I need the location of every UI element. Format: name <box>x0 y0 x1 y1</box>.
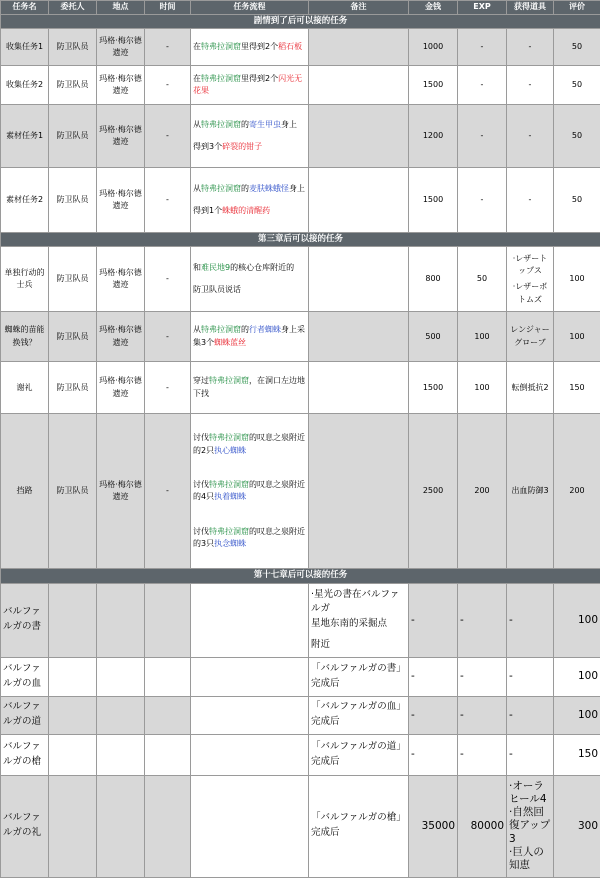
table-row <box>1 696 600 734</box>
item: - <box>507 583 554 657</box>
flow-segment: 里得到2个 <box>241 74 278 83</box>
client <box>49 734 97 775</box>
item <box>507 775 554 877</box>
table-row <box>1 414 600 569</box>
flow-segment: 麦肤蛛蛾怪 <box>249 184 289 193</box>
note-line: ·星光の書在バルファルガ <box>311 588 406 617</box>
item-line: ·オーラヒール4 <box>509 780 551 806</box>
item: - <box>507 29 554 66</box>
flow-segment: 身上 <box>281 120 297 129</box>
table-row <box>1 362 600 414</box>
exp: 50 <box>458 247 507 312</box>
client <box>49 775 97 877</box>
col-header: 评价 <box>554 1 600 15</box>
quest-name: 收集任务1 <box>1 29 49 66</box>
note <box>309 414 409 569</box>
flow-segment: 行者蜘蛛 <box>249 325 281 334</box>
time <box>145 734 191 775</box>
location <box>97 696 145 734</box>
flow-segment: 特弗拉洞窟 <box>201 325 241 334</box>
money: - <box>409 696 458 734</box>
note: 「バルファルガの血」完成后 <box>309 696 409 734</box>
client: 防卫队员 <box>49 362 97 414</box>
table-row <box>1 312 600 362</box>
flow-segment: 在 <box>193 42 201 51</box>
flow-segment: 闪光无花果 <box>193 74 302 95</box>
flow-segment: 特弗拉洞窟 <box>209 376 249 385</box>
quest-name: 谢礼 <box>1 362 49 414</box>
score: 100 <box>554 583 600 657</box>
score: 50 <box>554 105 600 168</box>
flow-segment: 讨伐 <box>193 527 209 536</box>
note <box>309 29 409 66</box>
flow-line <box>193 205 306 217</box>
time: - <box>145 247 191 312</box>
item <box>507 247 554 312</box>
location: 玛格·梅尔德遗迹 <box>97 29 145 66</box>
col-header: 备注 <box>309 1 409 15</box>
score: 50 <box>554 66 600 105</box>
quest-name: 素材任务2 <box>1 168 49 233</box>
flow-segment: 里得到2个 <box>241 42 278 51</box>
item-line: ·レザーボトムズ <box>509 281 551 306</box>
col-header: 任务流程 <box>191 1 309 15</box>
flow-segment: 特弗拉洞窟 <box>201 42 241 51</box>
location: 玛格·梅尔德遗迹 <box>97 105 145 168</box>
quest-name: 蜘蛛的苗能换钱？ <box>1 312 49 362</box>
col-header: EXP <box>458 1 507 15</box>
flow-segment: 蛛蛾的清醒药 <box>222 206 270 215</box>
exp: 100 <box>458 362 507 414</box>
money: 1500 <box>409 168 458 233</box>
quest-name: 收集任务2 <box>1 66 49 105</box>
time: - <box>145 312 191 362</box>
client: 防卫队员 <box>49 66 97 105</box>
score: 150 <box>554 734 600 775</box>
quest-name: バルファルガの道 <box>1 696 49 734</box>
note <box>309 362 409 414</box>
quest-flow <box>191 66 309 105</box>
quest-name: 单独行动的士兵 <box>1 247 49 312</box>
time: - <box>145 29 191 66</box>
time: - <box>145 414 191 569</box>
exp: 200 <box>458 414 507 569</box>
flow-segment: 在 <box>193 74 201 83</box>
score: 150 <box>554 362 600 414</box>
score: 300 <box>554 775 600 877</box>
flow-segment: 蜘蛛蓝丝 <box>214 338 246 347</box>
client: 防卫队员 <box>49 29 97 66</box>
client <box>49 696 97 734</box>
time <box>145 657 191 696</box>
client: 防卫队员 <box>49 168 97 233</box>
note: 「バルファルガの道」完成后 <box>309 734 409 775</box>
flow-segment: 的 <box>241 120 249 129</box>
location: 玛格·梅尔德遗迹 <box>97 168 145 233</box>
quest-flow <box>191 362 309 414</box>
quest-flow <box>191 105 309 168</box>
flow-segment: 从 <box>193 120 201 129</box>
item: - <box>507 734 554 775</box>
location: 玛格·梅尔德遗迹 <box>97 312 145 362</box>
flow-line <box>193 479 306 504</box>
flow-segment: 讨伐 <box>193 433 209 442</box>
col-header: 地点 <box>97 1 145 15</box>
item-line: ·自然回復アップ3 <box>509 806 551 845</box>
location <box>97 775 145 877</box>
flow-segment: 特弗拉洞窟 <box>201 184 241 193</box>
quest-name: 挡路 <box>1 414 49 569</box>
flow-segment: 的 <box>241 325 249 334</box>
exp: - <box>458 696 507 734</box>
flow-line <box>193 141 306 153</box>
quest-flow <box>191 734 309 775</box>
flow-segment: 得到1个 <box>193 206 222 215</box>
time <box>145 775 191 877</box>
flow-segment: 执着蜘蛛 <box>214 492 246 501</box>
location: 玛格·梅尔德遗迹 <box>97 414 145 569</box>
money: 2500 <box>409 414 458 569</box>
flow-segment: 难民地9 <box>201 263 230 272</box>
time: - <box>145 362 191 414</box>
money: 1500 <box>409 66 458 105</box>
table-row <box>1 583 600 657</box>
item: レンジャーグローブ <box>507 312 554 362</box>
flow-segment: 的 <box>241 184 249 193</box>
location <box>97 657 145 696</box>
flow-segment: 特弗拉洞窟 <box>209 480 249 489</box>
location: 玛格·梅尔德遗迹 <box>97 247 145 312</box>
quest-name: バルファルガの血 <box>1 657 49 696</box>
money: - <box>409 734 458 775</box>
item: 転倒抵抗2 <box>507 362 554 414</box>
client: 防卫队员 <box>49 414 97 569</box>
quest-name: バルファルガの槍 <box>1 734 49 775</box>
quest-name: バルファルガの礼 <box>1 775 49 877</box>
quest-flow <box>191 247 309 312</box>
flow-segment: 防卫队员说话 <box>193 285 241 294</box>
table-row <box>1 734 600 775</box>
table-row <box>1 247 600 312</box>
flow-segment: 从 <box>193 325 201 334</box>
client: 防卫队员 <box>49 105 97 168</box>
flow-line <box>193 262 306 274</box>
section-header <box>1 15 600 29</box>
flow-segment: 得到3个 <box>193 142 222 151</box>
note-line: 星地东南的采掘点 <box>311 617 406 632</box>
col-header: 委托人 <box>49 1 97 15</box>
exp: 80000 <box>458 775 507 877</box>
flow-segment: 执心蜘蛛 <box>214 446 246 455</box>
item: - <box>507 168 554 233</box>
flow-line <box>193 119 306 131</box>
section-title: 第三章后可以接的任务 <box>1 233 600 247</box>
flow-segment: 执念蜘蛛 <box>214 539 246 548</box>
flow-segment: 寄生甲虫 <box>249 120 281 129</box>
table-row <box>1 657 600 696</box>
flow-segment: 特弗拉洞窟 <box>209 527 249 536</box>
table-row <box>1 66 600 105</box>
flow-segment: 的叹息之泉附近的2只 <box>193 433 305 454</box>
exp: - <box>458 583 507 657</box>
table-row <box>1 29 600 66</box>
flow-segment: 的叹息之泉附近的3只 <box>193 527 305 548</box>
flow-segment: 身上 <box>289 184 305 193</box>
money: 800 <box>409 247 458 312</box>
exp: 100 <box>458 312 507 362</box>
note <box>309 66 409 105</box>
quest-name: バルファルガの書 <box>1 583 49 657</box>
flow-line <box>193 183 306 195</box>
flow-segment: ，在洞口左边地下找 <box>193 376 305 397</box>
flow-segment: 碎裂的钳子 <box>222 142 262 151</box>
time <box>145 583 191 657</box>
quest-flow <box>191 312 309 362</box>
exp: - <box>458 657 507 696</box>
flow-segment: 特弗拉洞窟 <box>201 120 241 129</box>
location <box>97 583 145 657</box>
col-header: 金钱 <box>409 1 458 15</box>
flow-line <box>193 432 306 457</box>
exp: - <box>458 105 507 168</box>
money: - <box>409 583 458 657</box>
item: - <box>507 66 554 105</box>
client <box>49 583 97 657</box>
flow-segment: 和 <box>193 263 201 272</box>
client: 防卫队员 <box>49 247 97 312</box>
section-title: 第十七章后可以接的任务 <box>1 569 600 583</box>
score: 50 <box>554 168 600 233</box>
money: 1500 <box>409 362 458 414</box>
note <box>309 105 409 168</box>
flow-segment: 讨伐 <box>193 480 209 489</box>
quest-flow <box>191 583 309 657</box>
location <box>97 734 145 775</box>
quest-flow <box>191 775 309 877</box>
item: 出血防御3 <box>507 414 554 569</box>
money: 1000 <box>409 29 458 66</box>
flow-segment: 穿过 <box>193 376 209 385</box>
flow-segment: 的核心仓库附近的 <box>230 263 294 272</box>
money: 1200 <box>409 105 458 168</box>
client: 防卫队员 <box>49 312 97 362</box>
score: 100 <box>554 312 600 362</box>
time <box>145 696 191 734</box>
note: 「バルファルガの書」完成后 <box>309 657 409 696</box>
flow-segment: 身上采集3个 <box>193 325 305 346</box>
location: 玛格·梅尔德遗迹 <box>97 362 145 414</box>
flow-line <box>193 284 306 296</box>
section-header <box>1 569 600 583</box>
score: 200 <box>554 414 600 569</box>
time: - <box>145 105 191 168</box>
note <box>309 247 409 312</box>
col-header: 获得道具 <box>507 1 554 15</box>
item-line: ·巨人の知恵 <box>509 846 551 872</box>
note: 「バルファルガの槍」完成后 <box>309 775 409 877</box>
item: - <box>507 696 554 734</box>
quest-flow <box>191 29 309 66</box>
note <box>309 312 409 362</box>
table-row <box>1 168 600 233</box>
item-line: ·レザートップス <box>509 253 551 278</box>
item: - <box>507 105 554 168</box>
time: - <box>145 168 191 233</box>
exp: - <box>458 29 507 66</box>
header-row <box>1 1 600 15</box>
score: 100 <box>554 657 600 696</box>
item: - <box>507 657 554 696</box>
table-row <box>1 105 600 168</box>
money: - <box>409 657 458 696</box>
score: 50 <box>554 29 600 66</box>
exp: - <box>458 168 507 233</box>
note-line: 附近 <box>311 638 406 653</box>
exp: - <box>458 66 507 105</box>
col-header: 时间 <box>145 1 191 15</box>
col-header: 任务名 <box>1 1 49 15</box>
client <box>49 657 97 696</box>
score: 100 <box>554 247 600 312</box>
flow-segment: 特弗拉洞窟 <box>201 74 241 83</box>
note <box>309 168 409 233</box>
table-row <box>1 775 600 877</box>
money: 500 <box>409 312 458 362</box>
time: - <box>145 66 191 105</box>
section-header <box>1 233 600 247</box>
quest-flow <box>191 168 309 233</box>
exp: - <box>458 734 507 775</box>
section-title: 剧情到了后可以接的任务 <box>1 15 600 29</box>
score: 100 <box>554 696 600 734</box>
note <box>309 583 409 657</box>
quest-name: 素材任务1 <box>1 105 49 168</box>
flow-segment: 稻石板 <box>278 42 302 51</box>
money: 35000 <box>409 775 458 877</box>
quest-flow <box>191 696 309 734</box>
quest-flow <box>191 657 309 696</box>
flow-segment: 的叹息之泉附近的4只 <box>193 480 305 501</box>
quest-flow <box>191 414 309 569</box>
location: 玛格·梅尔德遗迹 <box>97 66 145 105</box>
flow-segment: 从 <box>193 184 201 193</box>
flow-line <box>193 526 306 551</box>
flow-segment: 特弗拉洞窟 <box>209 433 249 442</box>
